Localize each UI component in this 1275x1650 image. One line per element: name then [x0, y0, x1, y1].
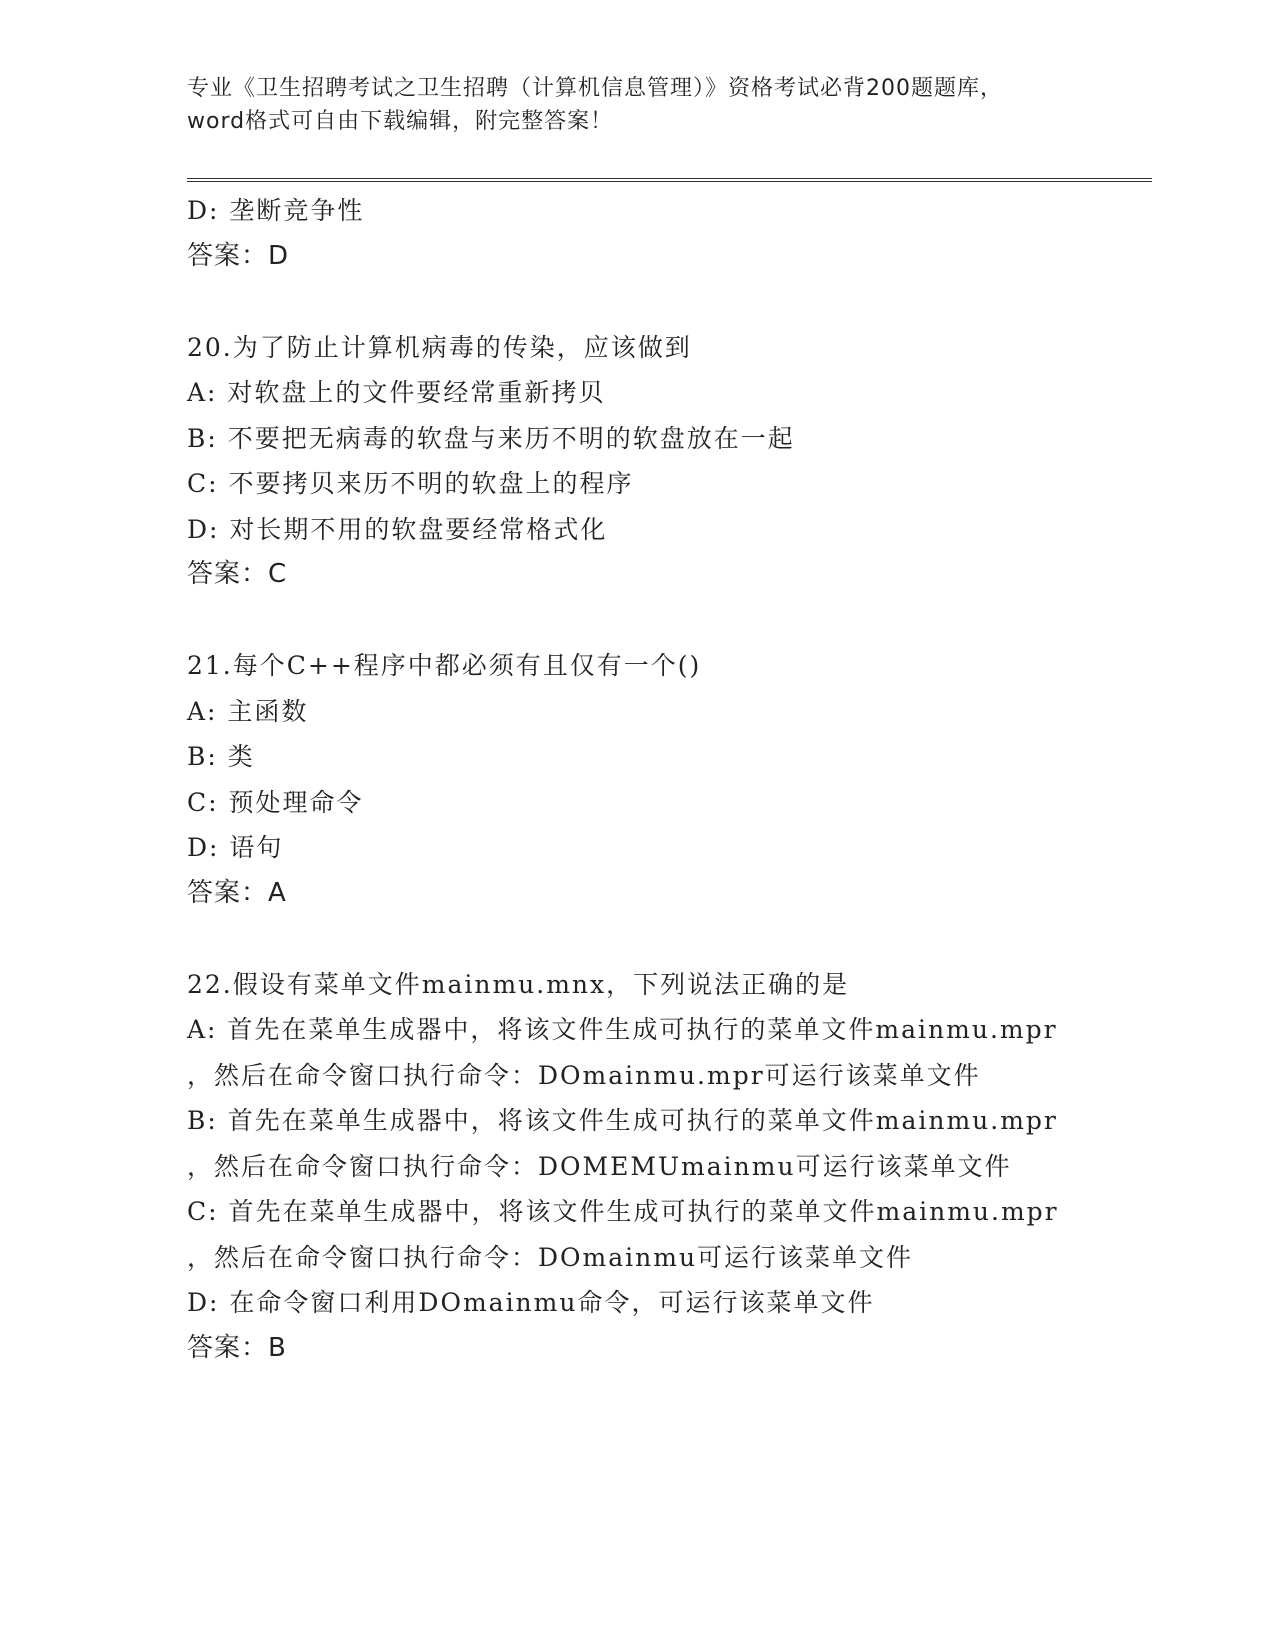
option-d: D: 在命令窗口利用DOmainmu命令，可运行该菜单文件	[187, 1288, 875, 1317]
option-c: C: 预处理命令	[187, 787, 364, 817]
question-list	[187, 188, 1147, 1371]
question-text: 20.为了防止计算机病毒的传染，应该做到	[187, 332, 692, 362]
option-b: B: 不要把无病毒的软盘与来历不明的软盘放在一起	[187, 423, 795, 453]
answer-line: 答案：C	[187, 559, 288, 589]
option-d: D: 垄断竞争性	[187, 196, 365, 225]
header-line-2: word格式可自由下载编辑，附完整答案！	[187, 109, 614, 134]
option-a-continued: ，然后在命令窗口执行命令：DOmainmu.mpr可运行该菜单文件	[187, 1060, 981, 1090]
header-divider	[187, 178, 1152, 182]
question-fragment	[187, 188, 1147, 279]
option-d: D: 对长期不用的软盘要经常格式化	[187, 514, 608, 544]
option-b: B: 首先在菜单生成器中，将该文件生成可执行的菜单文件mainmu.mpr	[187, 1106, 1058, 1135]
spacer	[187, 598, 1147, 644]
answer-line: 答案：B	[187, 1332, 287, 1363]
option-d: D: 语句	[187, 833, 284, 862]
option-c: C: 首先在菜单生成器中，将该文件生成可执行的菜单文件mainmu.mpr	[187, 1197, 1059, 1226]
option-a: A: 首先在菜单生成器中，将该文件生成可执行的菜单文件mainmu.mpr	[187, 1015, 1058, 1044]
header-line-1: 专业《卫生招聘考试之卫生招聘（计算机信息管理）》资格考试必背200题题库，	[187, 76, 1003, 101]
question-20	[187, 325, 1147, 598]
document-header	[187, 72, 1087, 138]
option-c: C: 不要拷贝来历不明的软盘上的程序	[187, 469, 634, 498]
option-a: A: 对软盘上的文件要经常重新拷贝	[187, 378, 606, 407]
spacer	[187, 279, 1147, 325]
option-a: A: 主函数	[187, 696, 309, 726]
spacer	[187, 916, 1147, 962]
answer-line: 答案：D	[187, 240, 290, 271]
option-b-continued: ，然后在命令窗口执行命令：DOMEMUmainmu可运行该菜单文件	[187, 1151, 1012, 1181]
option-c-continued: ，然后在命令窗口执行命令：DOmainmu可运行该菜单文件	[187, 1242, 914, 1272]
question-text: 22.假设有菜单文件mainmu.mnx，下列说法正确的是	[187, 969, 850, 999]
answer-line: 答案：A	[187, 877, 287, 908]
question-21	[187, 643, 1147, 916]
question-22	[187, 962, 1147, 1372]
question-text: 21.每个C++程序中都必须有且仅有一个()	[187, 651, 702, 680]
option-b: B: 类	[187, 742, 255, 771]
